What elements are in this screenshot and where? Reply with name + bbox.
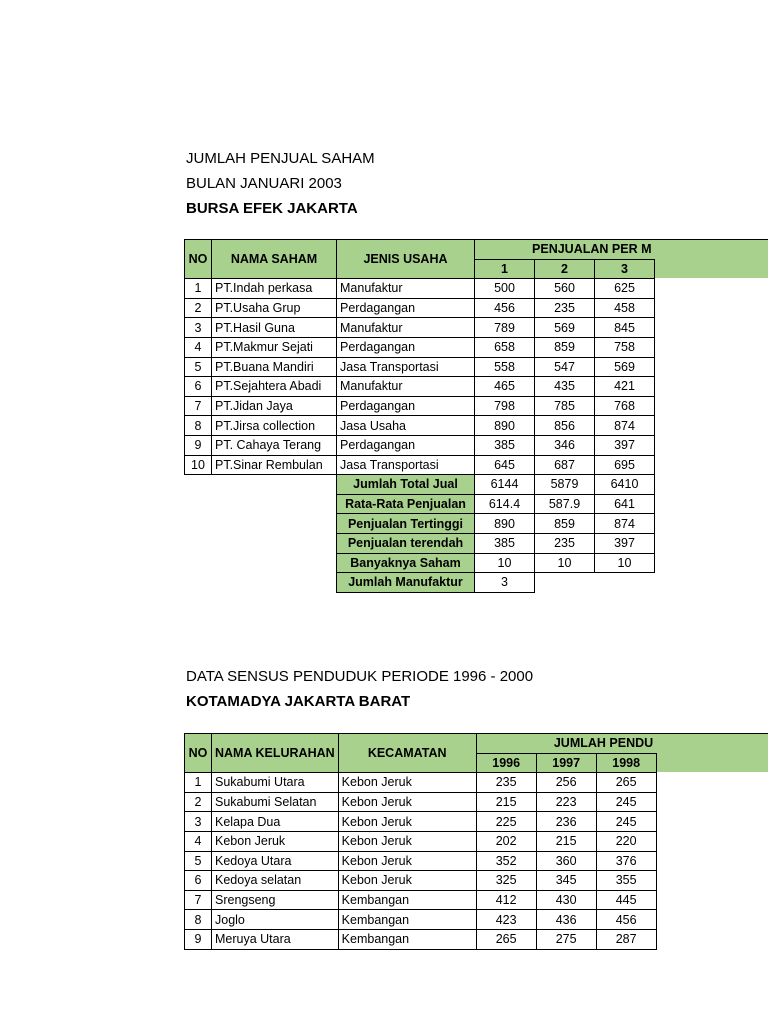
- row-value-1996: 265: [476, 929, 536, 949]
- table-row: [185, 831, 657, 851]
- row-value-1: 789: [475, 318, 535, 338]
- row-value-1998: 456: [596, 910, 656, 930]
- row-value-3: 695: [595, 455, 655, 475]
- summary-label: Rata-Rata Penjualan: [337, 494, 475, 514]
- row-kecamatan: Kembangan: [338, 890, 476, 910]
- row-value-1: 890: [475, 416, 535, 436]
- row-value-1998: 245: [596, 792, 656, 812]
- row-no: 6: [185, 871, 212, 891]
- table-row: [185, 890, 657, 910]
- table-row: [185, 792, 657, 812]
- summary-value-3: 6410: [595, 475, 655, 495]
- row-value-1996: 325: [476, 871, 536, 891]
- row-nama-kelurahan: Sukabumi Utara: [212, 773, 339, 793]
- sheet1-table: [184, 239, 655, 593]
- table-row: [185, 416, 655, 436]
- summary-row: [185, 494, 655, 514]
- row-value-1998: 287: [596, 929, 656, 949]
- row-value-2: 560: [535, 279, 595, 299]
- summary-label: Banyaknya Saham: [337, 553, 475, 573]
- summary-value-3: 397: [595, 533, 655, 553]
- sheet2-table: [184, 733, 657, 950]
- summary-value-2: 859: [535, 514, 595, 534]
- col-header-no: NO: [185, 734, 212, 773]
- row-no: 6: [185, 377, 212, 397]
- row-no: 1: [185, 279, 212, 299]
- col-header-penjualan: PENJUALAN PER M: [475, 240, 655, 260]
- row-jenis-usaha: Manufaktur: [337, 377, 475, 397]
- row-jenis-usaha: Manufaktur: [337, 279, 475, 299]
- row-no: 9: [185, 929, 212, 949]
- row-value-1: 645: [475, 455, 535, 475]
- summary-row: [185, 533, 655, 553]
- table-row: [185, 851, 657, 871]
- row-value-3: 625: [595, 279, 655, 299]
- summary-row: [185, 514, 655, 534]
- row-jenis-usaha: Perdagangan: [337, 435, 475, 455]
- col-header-no: NO: [185, 240, 212, 279]
- row-value-2: 856: [535, 416, 595, 436]
- row-jenis-usaha: Manufaktur: [337, 318, 475, 338]
- row-jenis-usaha: Jasa Transportasi: [337, 357, 475, 377]
- row-value-1996: 412: [476, 890, 536, 910]
- manufaktur-value: 3: [475, 573, 535, 593]
- row-no: 4: [185, 831, 212, 851]
- row-no: 2: [185, 792, 212, 812]
- col-header-year-1996: 1996: [476, 753, 536, 773]
- row-kecamatan: Kebon Jeruk: [338, 773, 476, 793]
- blank-cell: [185, 514, 337, 534]
- row-nama-kelurahan: Joglo: [212, 910, 339, 930]
- row-value-1: 385: [475, 435, 535, 455]
- col-header-year-1998: 1998: [596, 753, 656, 773]
- row-nama-saham: PT.Usaha Grup: [212, 298, 337, 318]
- sheet1-title-3: BURSA EFEK JAKARTA: [186, 200, 358, 217]
- row-value-1997: 430: [536, 890, 596, 910]
- summary-label: Jumlah Total Jual: [337, 475, 475, 495]
- row-kecamatan: Kembangan: [338, 910, 476, 930]
- table-row: [185, 455, 655, 475]
- row-value-3: 845: [595, 318, 655, 338]
- row-value-2: 569: [535, 318, 595, 338]
- row-no: 3: [185, 318, 212, 338]
- row-value-1996: 215: [476, 792, 536, 812]
- row-no: 7: [185, 396, 212, 416]
- table-row: [185, 337, 655, 357]
- row-nama-saham: PT.Makmur Sejati: [212, 337, 337, 357]
- row-value-3: 758: [595, 337, 655, 357]
- row-value-2: 547: [535, 357, 595, 377]
- row-value-1998: 245: [596, 812, 656, 832]
- manufaktur-row: [185, 573, 655, 593]
- row-nama-kelurahan: Kedoya selatan: [212, 871, 339, 891]
- row-value-1: 798: [475, 396, 535, 416]
- sheet2-header-overflow: [655, 733, 768, 772]
- row-value-3: 569: [595, 357, 655, 377]
- row-value-1998: 220: [596, 831, 656, 851]
- table-row: [185, 773, 657, 793]
- summary-value-2: 5879: [535, 475, 595, 495]
- summary-value-3: 10: [595, 553, 655, 573]
- row-value-2: 687: [535, 455, 595, 475]
- row-kecamatan: Kembangan: [338, 929, 476, 949]
- col-header-month-2: 2: [535, 259, 595, 279]
- row-no: 2: [185, 298, 212, 318]
- blank-cell: [185, 475, 337, 495]
- row-no: 3: [185, 812, 212, 832]
- row-nama-saham: PT.Jirsa collection: [212, 416, 337, 436]
- col-header-year-1997: 1997: [536, 753, 596, 773]
- row-nama-kelurahan: Meruya Utara: [212, 929, 339, 949]
- summary-value-1: 890: [475, 514, 535, 534]
- row-value-1: 558: [475, 357, 535, 377]
- blank-cell: [535, 573, 655, 593]
- manufaktur-label: Jumlah Manufaktur: [337, 573, 475, 593]
- row-value-1: 658: [475, 337, 535, 357]
- row-jenis-usaha: Perdagangan: [337, 298, 475, 318]
- row-value-1997: 215: [536, 831, 596, 851]
- table-row: [185, 357, 655, 377]
- row-no: 5: [185, 357, 212, 377]
- row-kecamatan: Kebon Jeruk: [338, 851, 476, 871]
- row-value-3: 874: [595, 416, 655, 436]
- row-value-1998: 355: [596, 871, 656, 891]
- row-no: 9: [185, 435, 212, 455]
- row-value-1998: 265: [596, 773, 656, 793]
- sheet1-title-2: BULAN JANUARI 2003: [186, 175, 342, 192]
- summary-label: Penjualan Tertinggi: [337, 514, 475, 534]
- row-nama-saham: PT.Hasil Guna: [212, 318, 337, 338]
- row-value-3: 397: [595, 435, 655, 455]
- row-value-1997: 223: [536, 792, 596, 812]
- row-nama-kelurahan: Srengseng: [212, 890, 339, 910]
- row-value-1996: 225: [476, 812, 536, 832]
- table-row: [185, 318, 655, 338]
- sheet2-title-2: KOTAMADYA JAKARTA BARAT: [186, 693, 411, 710]
- row-value-1: 500: [475, 279, 535, 299]
- row-nama-kelurahan: Kelapa Dua: [212, 812, 339, 832]
- row-nama-kelurahan: Kedoya Utara: [212, 851, 339, 871]
- row-nama-kelurahan: Sukabumi Selatan: [212, 792, 339, 812]
- row-value-3: 458: [595, 298, 655, 318]
- summary-label: Penjualan terendah: [337, 533, 475, 553]
- row-jenis-usaha: Perdagangan: [337, 337, 475, 357]
- col-header-jenis-usaha: JENIS USAHA: [337, 240, 475, 279]
- row-kecamatan: Kebon Jeruk: [338, 871, 476, 891]
- row-value-1996: 423: [476, 910, 536, 930]
- row-value-1998: 376: [596, 851, 656, 871]
- table-row: [185, 812, 657, 832]
- summary-value-1: 385: [475, 533, 535, 553]
- row-no: 8: [185, 416, 212, 436]
- row-nama-saham: PT. Cahaya Terang: [212, 435, 337, 455]
- row-value-2: 235: [535, 298, 595, 318]
- row-value-1997: 345: [536, 871, 596, 891]
- row-nama-saham: PT.Buana Mandiri: [212, 357, 337, 377]
- table-row: [185, 871, 657, 891]
- summary-row: [185, 475, 655, 495]
- summary-value-1: 6144: [475, 475, 535, 495]
- row-value-2: 435: [535, 377, 595, 397]
- row-value-1996: 202: [476, 831, 536, 851]
- row-kecamatan: Kebon Jeruk: [338, 812, 476, 832]
- blank-cell: [185, 573, 337, 593]
- table-row: [185, 435, 655, 455]
- col-header-nama-saham: NAMA SAHAM: [212, 240, 337, 279]
- row-value-3: 768: [595, 396, 655, 416]
- row-value-1: 456: [475, 298, 535, 318]
- row-no: 7: [185, 890, 212, 910]
- row-jenis-usaha: Perdagangan: [337, 396, 475, 416]
- table-row: [185, 377, 655, 397]
- summary-value-2: 235: [535, 533, 595, 553]
- row-value-2: 346: [535, 435, 595, 455]
- sheet1-title-1: JUMLAH PENJUAL SAHAM: [186, 150, 375, 167]
- row-nama-saham: PT.Sejahtera Abadi: [212, 377, 337, 397]
- blank-cell: [185, 533, 337, 553]
- row-value-1997: 275: [536, 929, 596, 949]
- blank-cell: [185, 494, 337, 514]
- col-header-nama-kelurahan: NAMA KELURAHAN: [212, 734, 339, 773]
- row-no: 1: [185, 773, 212, 793]
- table-row: [185, 396, 655, 416]
- row-no: 5: [185, 851, 212, 871]
- row-value-1997: 236: [536, 812, 596, 832]
- col-header-month-1: 1: [475, 259, 535, 279]
- blank-cell: [185, 553, 337, 573]
- summary-value-2: 10: [535, 553, 595, 573]
- col-header-kecamatan: KECAMATAN: [338, 734, 476, 773]
- row-value-1996: 352: [476, 851, 536, 871]
- col-header-jumlah-penduduk: JUMLAH PENDU: [476, 734, 656, 754]
- row-value-1997: 360: [536, 851, 596, 871]
- row-nama-saham: PT.Indah perkasa: [212, 279, 337, 299]
- summary-value-3: 874: [595, 514, 655, 534]
- row-no: 4: [185, 337, 212, 357]
- summary-value-2: 587.9: [535, 494, 595, 514]
- col-header-month-3: 3: [595, 259, 655, 279]
- sheet1-header-overflow: [655, 239, 768, 278]
- row-no: 8: [185, 910, 212, 930]
- row-value-1997: 256: [536, 773, 596, 793]
- row-no: 10: [185, 455, 212, 475]
- row-nama-saham: PT.Sinar Rembulan: [212, 455, 337, 475]
- row-value-1997: 436: [536, 910, 596, 930]
- sheet2-title-1: DATA SENSUS PENDUDUK PERIODE 1996 - 2000: [186, 668, 534, 685]
- row-value-1998: 445: [596, 890, 656, 910]
- row-nama-kelurahan: Kebon Jeruk: [212, 831, 339, 851]
- row-jenis-usaha: Jasa Transportasi: [337, 455, 475, 475]
- table-row: [185, 910, 657, 930]
- row-kecamatan: Kebon Jeruk: [338, 792, 476, 812]
- table-row: [185, 279, 655, 299]
- table-row: [185, 298, 655, 318]
- summary-value-3: 641: [595, 494, 655, 514]
- row-kecamatan: Kebon Jeruk: [338, 831, 476, 851]
- row-nama-saham: PT.Jidan Jaya: [212, 396, 337, 416]
- row-value-3: 421: [595, 377, 655, 397]
- row-value-2: 785: [535, 396, 595, 416]
- row-value-2: 859: [535, 337, 595, 357]
- row-value-1996: 235: [476, 773, 536, 793]
- row-value-1: 465: [475, 377, 535, 397]
- summary-value-1: 614.4: [475, 494, 535, 514]
- row-jenis-usaha: Jasa Usaha: [337, 416, 475, 436]
- summary-row: [185, 553, 655, 573]
- table-row: [185, 929, 657, 949]
- summary-value-1: 10: [475, 553, 535, 573]
